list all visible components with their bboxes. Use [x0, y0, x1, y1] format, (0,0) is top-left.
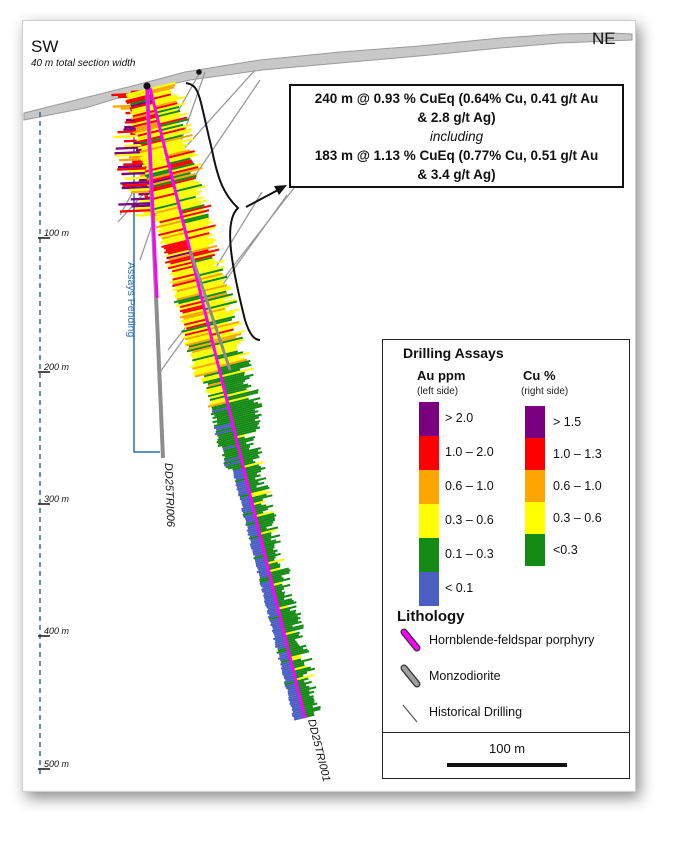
callout-line-5: & 3.4 g/t Ag)	[417, 167, 496, 182]
lithology-title: Lithology	[397, 608, 465, 625]
callout-line-1: 240 m @ 0.93 % CuEq (0.64% Cu, 0.41 g/t Au	[314, 91, 599, 106]
cu-swatch	[525, 470, 545, 502]
intercept-callout	[289, 84, 624, 188]
au-swatch	[419, 538, 439, 572]
callout-line-4: 183 m @ 1.13 % CuEq (0.77% Cu, 0.51 g/t Au	[314, 148, 599, 163]
hole-dd25tri001-porphyry	[150, 88, 305, 718]
callout-line-2: & 2.8 g/t Ag)	[417, 110, 496, 125]
historical-drilling-symbol	[403, 705, 417, 722]
cu-swatch	[525, 406, 545, 438]
scale-bar	[447, 763, 567, 767]
callout-line-3: including	[429, 129, 484, 144]
au-class-label: 1.0 – 2.0	[445, 445, 494, 459]
collar-dd25tri006	[143, 82, 150, 89]
au-class-label: > 2.0	[445, 411, 474, 425]
legend-au-header: Au ppm	[417, 368, 466, 383]
legend-au-sub: (left side)	[417, 386, 459, 397]
legend-cu-sub: (right side)	[521, 386, 569, 397]
monzodiorite-symbol-fill	[404, 668, 417, 684]
assays-pending-label: Assays Pending	[125, 262, 137, 338]
orientation-ne: NE	[592, 29, 616, 48]
legend-title: Drilling Assays	[403, 345, 504, 361]
cu-class-label: <0.3	[553, 543, 578, 557]
au-swatch	[419, 470, 439, 504]
hole-label-dd25tri006: DD25TRI006	[162, 462, 177, 528]
au-class-label: < 0.1	[445, 581, 474, 595]
au-class-label: 0.6 – 1.0	[445, 479, 494, 493]
lithology-porphyry-label: Hornblende-feldspar porphyry	[429, 633, 595, 647]
scale-bar-label: 100 m	[489, 741, 526, 756]
cu-swatch	[525, 502, 545, 534]
lithology-historical-label: Historical Drilling	[429, 705, 523, 719]
au-swatch	[419, 436, 439, 470]
cu-swatch	[525, 438, 545, 470]
orientation-sw: SW	[31, 37, 59, 56]
depth-tick-label: 200 m	[44, 362, 70, 372]
depth-tick-label: 400 m	[44, 626, 70, 636]
au-swatch	[419, 504, 439, 538]
cu-class-label: > 1.5	[553, 415, 582, 429]
depth-tick-label: 300 m	[44, 494, 70, 504]
au-swatch	[419, 572, 439, 606]
section-width-note: 40 m total section width	[31, 58, 136, 69]
cu-class-label: 1.0 – 1.3	[553, 447, 602, 461]
depth-tick-label: 100 m	[44, 228, 70, 238]
au-swatch	[419, 402, 439, 436]
legend	[382, 339, 630, 779]
au-class-label: 0.1 – 0.3	[445, 547, 494, 561]
depth-tick-label: 500 m	[44, 759, 70, 769]
au-class-label: 0.3 – 0.6	[445, 513, 494, 527]
cu-class-label: 0.6 – 1.0	[553, 479, 602, 493]
depth-ticks	[38, 228, 70, 769]
collar-dd25tri001	[196, 69, 202, 75]
lithology-monzodiorite-label: Monzodiorite	[429, 669, 501, 683]
cu-class-label: 0.3 – 0.6	[553, 511, 602, 525]
hole-label-dd25tri001: DD25TRI001	[305, 717, 333, 784]
legend-cu-header: Cu %	[523, 368, 556, 383]
porphyry-symbol-fill	[404, 632, 417, 648]
cu-swatch	[525, 534, 545, 566]
legend-divider	[383, 732, 629, 733]
